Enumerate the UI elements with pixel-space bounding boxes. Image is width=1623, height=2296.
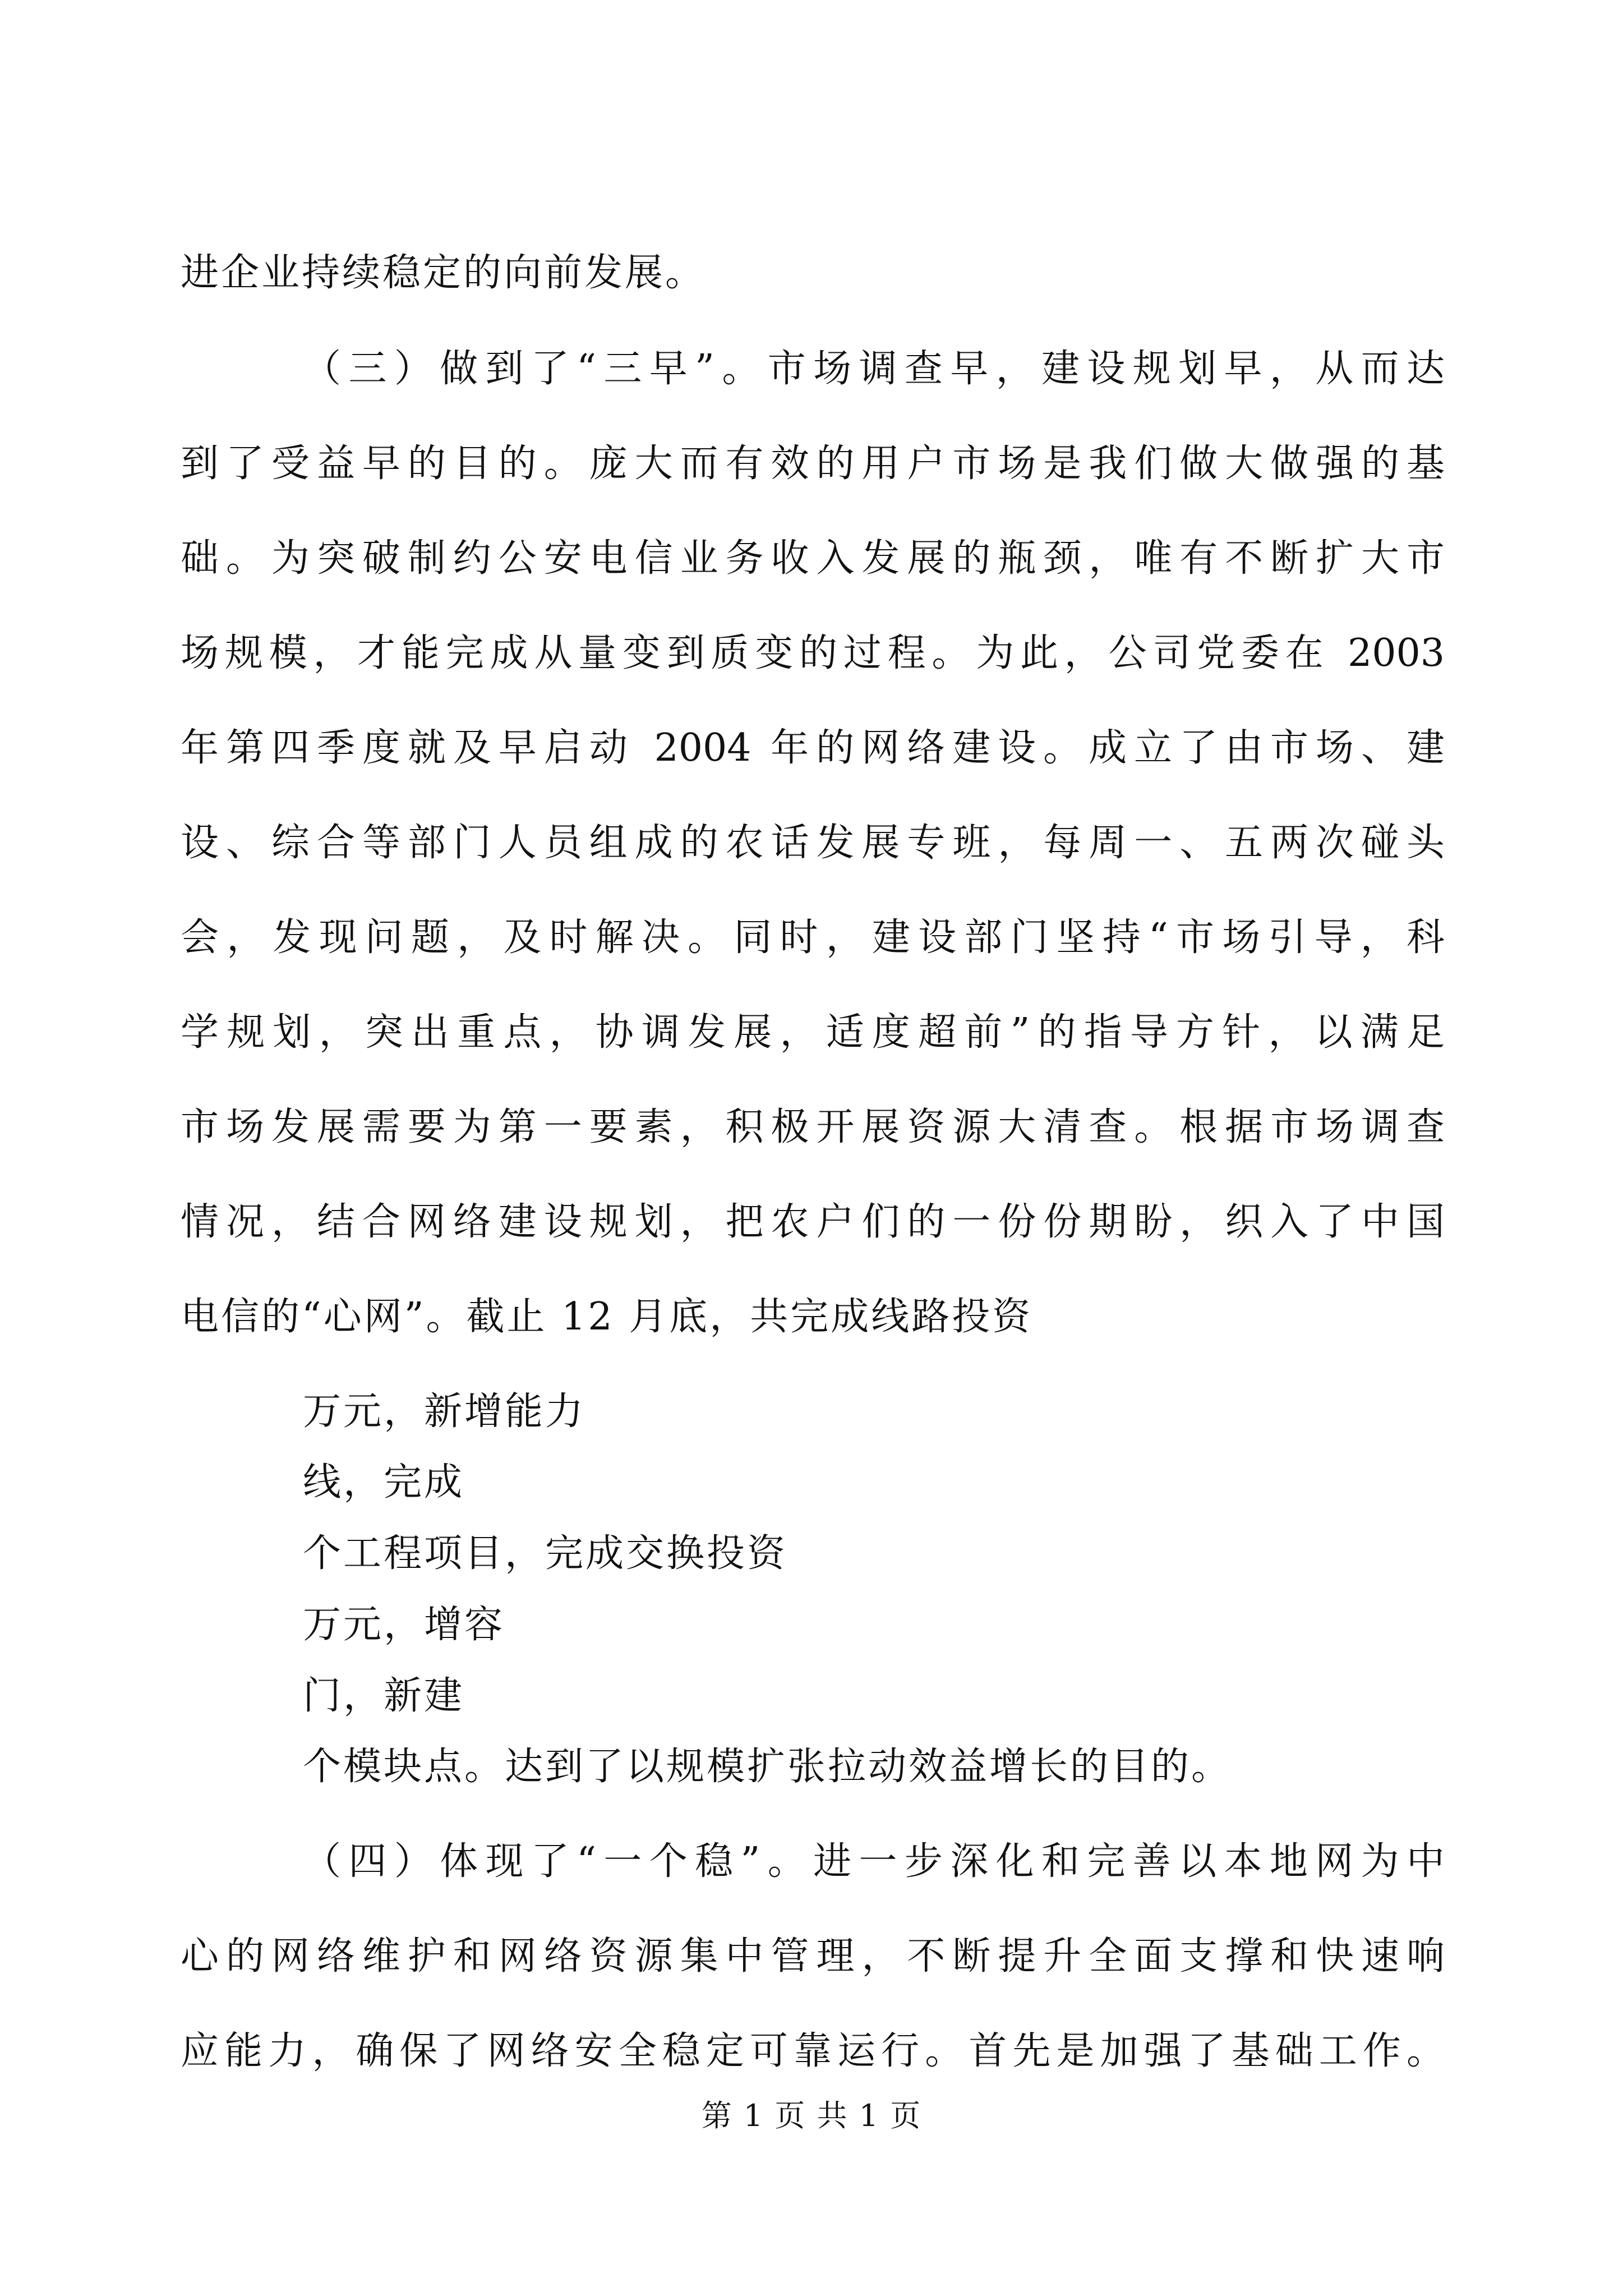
page-footer: 第 1 页 共 1 页	[701, 2098, 922, 2133]
text-line: 市场发展需要为第一要素，积极开展资源大清查。根据市场调查	[181, 1105, 1445, 1149]
text-line: 个工程项目，完成交换投资	[303, 1531, 788, 1576]
text-line: 心的网络维护和网络资源集中管理，不断提升全面支撑和快速响	[181, 1934, 1445, 1978]
text-line: 础。为突破制约公安电信业务收入发展的瓶颈，唯有不断扩大市	[181, 536, 1445, 581]
text-line: 应能力，确保了网络安全稳定可靠运行。首先是加强了基础工作。	[181, 2029, 1445, 2073]
text-line: 情况，结合网络建设规划，把农户们的一份份期盼，织入了中国	[181, 1200, 1445, 1244]
text-line: （三）做到了“三早”。市场调查早，建设规划早，从而达	[303, 347, 1445, 391]
text-line: 会，发现问题，及时解决。同时，建设部门坚持“市场引导，科	[181, 915, 1445, 960]
text-line: 万元，增容	[303, 1603, 505, 1647]
text-line: 场规模，才能完成从量变到质变的过程。为此，公司党委在 2003	[181, 631, 1445, 675]
text-line: 个模块点。达到了以规模扩张拉动效益增长的目的。	[303, 1745, 1232, 1789]
text-line: 到了受益早的目的。庞大而有效的用户市场是我们做大做强的基	[181, 441, 1445, 486]
text-line: 万元，新增能力	[303, 1389, 586, 1434]
text-line: 线，完成	[303, 1460, 465, 1504]
text-line: 进企业持续稳定的向前发展。	[181, 251, 706, 295]
text-line: 门，新建	[303, 1674, 465, 1718]
text-line: 学规划，突出重点，协调发展，适度超前”的指导方针，以满足	[181, 1010, 1445, 1055]
text-line: 电信的“心网”。截止 12 月底，共完成线路投资	[181, 1295, 1033, 1339]
text-line: 设、综合等部门人员组成的农话发展专班，每周一、五两次碰头	[181, 821, 1445, 865]
text-line: （四）体现了“一个稳”。进一步深化和完善以本地网为中	[303, 1839, 1445, 1884]
text-line: 年第四季度就及早启动 2004 年的网络建设。成立了由市场、建	[181, 726, 1445, 770]
